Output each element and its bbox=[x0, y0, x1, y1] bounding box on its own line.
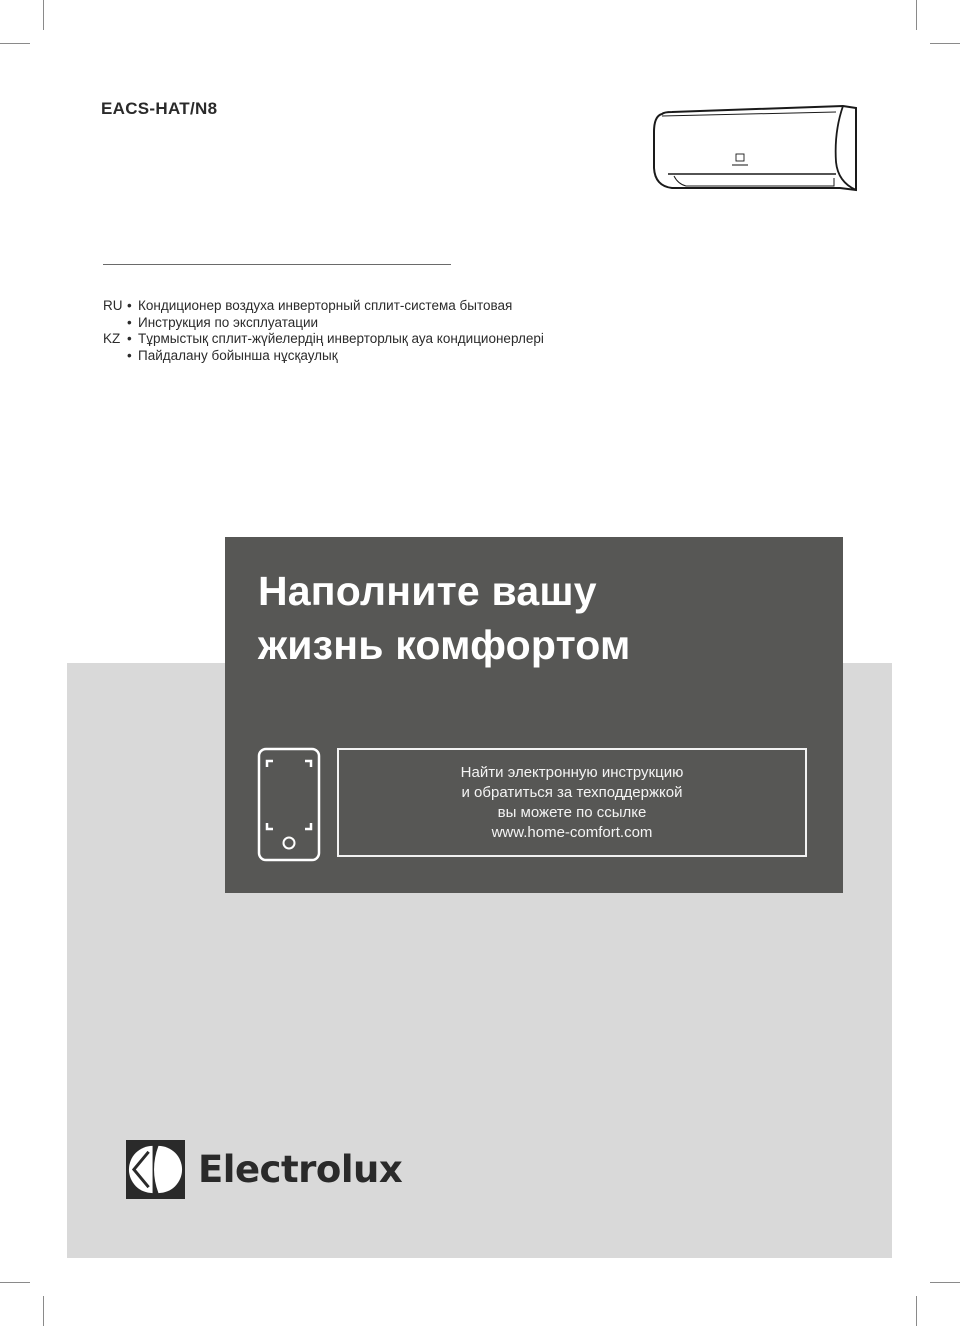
language-subtitle: Инструкция по эксплуатации bbox=[138, 314, 319, 330]
info-line: вы можете по ссылке bbox=[497, 803, 647, 821]
language-subtitle: Пайдалану бойынша нұсқаулық bbox=[138, 347, 338, 363]
bullet: • bbox=[127, 331, 132, 346]
language-code: RU bbox=[103, 298, 123, 313]
bullet: • bbox=[127, 314, 132, 330]
info-line: Найти электронную инструкцию bbox=[460, 763, 684, 781]
bullet: • bbox=[127, 298, 132, 313]
support-info-box bbox=[337, 748, 807, 857]
language-line bbox=[103, 331, 544, 348]
language-list bbox=[103, 298, 544, 364]
model-number: EACS-HAT/N8 bbox=[101, 99, 218, 118]
crop-mark bbox=[43, 1296, 44, 1326]
info-line: и обратиться за техподдержкой bbox=[461, 783, 683, 801]
promo-panel bbox=[225, 537, 843, 893]
language-title: Тұрмыстық сплит-жүйелердің инверторлық ауа кондиционерлері bbox=[138, 331, 544, 346]
crop-mark bbox=[916, 0, 917, 30]
headline-line: Наполните вашу bbox=[258, 568, 597, 614]
crop-mark bbox=[930, 1282, 960, 1283]
brand-name: Electrolux bbox=[198, 1148, 403, 1191]
language-code: KZ bbox=[103, 331, 121, 346]
crop-mark bbox=[43, 0, 44, 30]
promo-headline bbox=[258, 564, 631, 672]
bullet: • bbox=[127, 347, 132, 363]
electrolux-logo-icon bbox=[126, 1140, 185, 1199]
crop-mark bbox=[0, 43, 30, 44]
smartphone-scan-icon bbox=[257, 747, 321, 862]
crop-mark bbox=[0, 1282, 30, 1283]
language-line bbox=[103, 298, 544, 315]
divider-line bbox=[103, 264, 451, 265]
air-conditioner-icon bbox=[650, 102, 860, 194]
support-link[interactable]: www.home-comfort.com bbox=[491, 823, 653, 841]
headline-line: жизнь комфортом bbox=[258, 622, 631, 668]
language-line bbox=[103, 315, 544, 332]
crop-mark bbox=[930, 43, 960, 44]
crop-mark bbox=[916, 1296, 917, 1326]
brand-logo bbox=[126, 1140, 402, 1199]
language-title: Кондиционер воздуха инверторный сплит-система бытовая bbox=[138, 298, 513, 313]
language-line bbox=[103, 348, 544, 365]
